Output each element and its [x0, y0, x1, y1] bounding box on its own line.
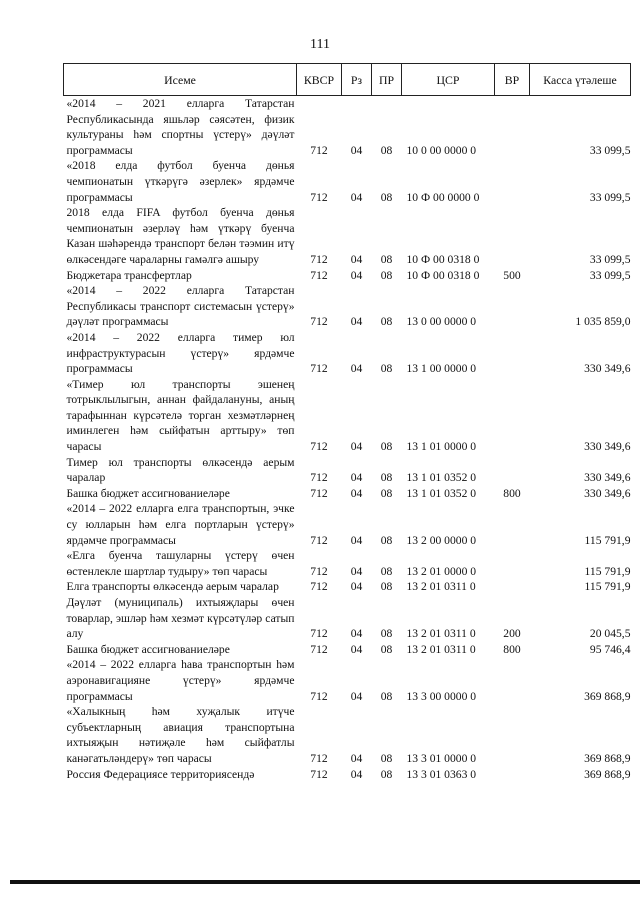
- row-name: Тимер юл транспорты өлкәсендә аерым чаралар: [66, 455, 295, 485]
- row-kassa: 33 099,5: [589, 190, 631, 204]
- row-vr: 800: [503, 642, 521, 656]
- row-kassa: 369 868,9: [584, 767, 631, 781]
- row-name: Елга транспорты өлкәсендә аерым чаралар: [66, 580, 279, 594]
- row-vr: [495, 501, 530, 548]
- row-csr: 13 1 01 0000 0: [406, 440, 477, 454]
- row-kvsr: 712: [310, 190, 328, 204]
- budget-table: [63, 63, 631, 782]
- row-csr: 13 3 01 0363 0: [406, 767, 477, 781]
- row-name: Россия Федерациясе территориясендә: [66, 767, 255, 781]
- row-name: «Халыкның һәм хуҗалык итүче субъектларның авиация транспортына ихтыяҗын нәтиҗәле һәм сыйфатлы канәгатьләндерү» төп чарасы: [66, 705, 295, 765]
- header-vr: ВР: [495, 64, 530, 96]
- row-kassa: 330 349,6: [584, 362, 631, 376]
- row-vr: 200: [503, 627, 521, 641]
- row-rz: 04: [350, 362, 363, 376]
- row-kvsr: 712: [310, 440, 328, 454]
- table-row: [64, 767, 631, 783]
- row-pr: 08: [380, 268, 393, 282]
- row-kassa: 115 791,9: [584, 533, 631, 547]
- table-row: [64, 595, 631, 642]
- row-vr: [495, 548, 530, 579]
- row-kassa: 369 868,9: [584, 689, 631, 703]
- row-rz: 04: [350, 190, 363, 204]
- row-kassa: 33 099,5: [589, 252, 631, 266]
- row-pr: 08: [380, 642, 393, 656]
- page-number: 111: [310, 37, 330, 52]
- header-kassa: Касса үтәлеше: [530, 64, 631, 96]
- row-name: 2018 елда FIFA футбол буенча дөнья чемпионатын әзерләү һәм үткәрү буенча Казан шәһәрендә транспорт белән тәэмин итү өлкәсендәге чараларны гамәлгә ашыру: [66, 206, 295, 266]
- row-kvsr: 712: [310, 362, 328, 376]
- row-vr: [495, 455, 530, 486]
- row-pr: 08: [380, 533, 393, 547]
- row-name: Башка бюджет ассигнованиеләре: [66, 486, 230, 500]
- row-kassa: 115 791,9: [584, 564, 631, 578]
- row-vr: 500: [503, 268, 521, 282]
- row-kassa: 369 868,9: [584, 751, 631, 765]
- row-rz: 04: [350, 689, 363, 703]
- row-rz: 04: [350, 486, 363, 500]
- row-pr: 08: [380, 627, 393, 641]
- row-pr: 08: [380, 362, 393, 376]
- row-csr: 13 2 01 0311 0: [406, 580, 476, 594]
- table-row: [64, 283, 631, 330]
- row-name: Башка бюджет ассигнованиеләре: [66, 642, 230, 656]
- header-rz: Рз: [342, 64, 372, 96]
- row-csr: 13 2 01 0311 0: [406, 642, 476, 656]
- table-row: [64, 579, 631, 595]
- row-pr: 08: [380, 767, 393, 781]
- row-kvsr: 712: [310, 533, 328, 547]
- row-rz: 04: [350, 580, 363, 594]
- row-name: «2014 – 2022 елларга Татарстан Республикасы транспорт системасын үстерү» дәүләт программасы: [66, 284, 295, 329]
- row-kvsr: 712: [310, 564, 328, 578]
- row-vr: [495, 704, 530, 766]
- table-row: [64, 96, 631, 159]
- header-name: Исеме: [64, 64, 297, 96]
- row-kvsr: 712: [310, 627, 328, 641]
- row-kassa: 95 746,4: [589, 642, 631, 656]
- header-csr: ЦСР: [402, 64, 495, 96]
- row-name: «2014 – 2022 елларга тимер юл инфраструктурасын үстерү» ярдәмче программасы: [66, 330, 295, 376]
- row-pr: 08: [380, 143, 393, 157]
- table-row: [64, 704, 631, 766]
- row-vr: [495, 767, 530, 783]
- row-kassa: 1 035 859,0: [575, 315, 631, 329]
- row-vr: [495, 96, 530, 159]
- row-rz: 04: [350, 440, 363, 454]
- row-csr: 13 2 01 0000 0: [406, 564, 477, 578]
- row-vr: [495, 158, 530, 205]
- row-csr: 10 0 00 0000 0: [406, 143, 477, 157]
- row-vr: [495, 377, 530, 455]
- row-rz: 04: [350, 627, 363, 641]
- row-csr: 13 3 01 0000 0: [406, 751, 477, 765]
- row-kvsr: 712: [310, 689, 328, 703]
- row-rz: 04: [350, 642, 363, 656]
- row-vr: [495, 283, 530, 330]
- row-vr: [495, 579, 530, 595]
- row-vr: [495, 657, 530, 704]
- row-kvsr: 712: [310, 486, 328, 500]
- row-kassa: 20 045,5: [589, 627, 631, 641]
- row-vr: 800: [503, 486, 521, 500]
- row-kassa: 33 099,5: [589, 143, 631, 157]
- row-vr: [495, 330, 530, 377]
- row-rz: 04: [350, 315, 363, 329]
- row-rz: 04: [350, 767, 363, 781]
- row-kvsr: 712: [310, 642, 328, 656]
- row-pr: 08: [380, 751, 393, 765]
- row-rz: 04: [350, 533, 363, 547]
- row-kvsr: 712: [310, 143, 328, 157]
- table-header-row: [64, 64, 631, 96]
- row-csr: 13 0 00 0000 0: [406, 315, 477, 329]
- table-row: [64, 642, 631, 658]
- row-name: «Тимер юл транспорты эшенең тотрыклылыгын, аннан файдалануны, аның тарафыннан күрсәтелә торган хезмәтләрнең иминлеген һәм сыйфатын арттыру» төп чарасы: [66, 377, 295, 454]
- table-row: [64, 158, 631, 205]
- table-row: [64, 501, 631, 548]
- row-rz: 04: [350, 268, 363, 282]
- row-pr: 08: [380, 471, 393, 485]
- row-rz: 04: [350, 471, 363, 485]
- table-row: [64, 455, 631, 486]
- row-csr: 13 1 00 0000 0: [406, 362, 477, 376]
- row-kvsr: 712: [310, 751, 328, 765]
- row-kassa: 330 349,6: [584, 471, 631, 485]
- row-kvsr: 712: [310, 767, 328, 781]
- row-csr: 13 2 00 0000 0: [406, 533, 477, 547]
- row-csr: 13 1 01 0352 0: [406, 486, 477, 500]
- row-csr: 13 2 01 0311 0: [406, 627, 476, 641]
- scan-edge-bar: [10, 880, 640, 884]
- row-pr: 08: [380, 689, 393, 703]
- row-name: «2014 – 2021 елларга Татарстан Республикасында яшьләр сәясәтен, физик культураны һәм спортны үстерү» дәүләт программасы: [66, 97, 295, 157]
- row-pr: 08: [380, 564, 393, 578]
- row-csr: 10 Ф 00 0318 0: [406, 252, 480, 266]
- row-vr: [495, 205, 530, 267]
- row-pr: 08: [380, 315, 393, 329]
- row-kvsr: 712: [310, 471, 328, 485]
- row-kassa: 115 791,9: [584, 580, 631, 594]
- row-csr: 10 Ф 00 0000 0: [406, 190, 480, 204]
- row-name: «2014 – 2022 елларга елга транспортын, эчке су юлларын һәм елга портларын үстерү» ярдәмче программасы: [66, 502, 295, 547]
- table-row: [64, 268, 631, 284]
- row-csr: 13 3 00 0000 0: [406, 689, 477, 703]
- row-kassa: 330 349,6: [584, 486, 631, 500]
- table-row: [64, 377, 631, 455]
- table-row: [64, 548, 631, 579]
- row-pr: 08: [380, 486, 393, 500]
- row-csr: 10 Ф 00 0318 0: [406, 268, 480, 282]
- table-row: [64, 486, 631, 502]
- table-row: [64, 657, 631, 704]
- row-kassa: 330 349,6: [584, 440, 631, 454]
- header-kvsr: КВСР: [297, 64, 342, 96]
- row-rz: 04: [350, 751, 363, 765]
- row-rz: 04: [350, 564, 363, 578]
- row-pr: 08: [380, 580, 393, 594]
- row-kvsr: 712: [310, 252, 328, 266]
- row-name: «2018 елда футбол буенча дөнья чемпионатын үткәрүгә әзерлек» ярдәмче программасы: [66, 159, 295, 204]
- row-kassa: 33 099,5: [589, 268, 631, 282]
- row-csr: 13 1 01 0352 0: [406, 471, 477, 485]
- row-kvsr: 712: [310, 315, 328, 329]
- row-rz: 04: [350, 143, 363, 157]
- row-name: «2014 – 2022 елларга һава транспортын һәм аэронавигацияне үстерү» ярдәмче программасы: [66, 658, 295, 703]
- row-name: Дәүләт (муниципаль) ихтыяҗлары өчен товарлар, эшләр һәм хезмәт күрсәтүләр сатып алу: [66, 596, 295, 641]
- row-pr: 08: [380, 252, 393, 266]
- row-kvsr: 712: [310, 268, 328, 282]
- row-rz: 04: [350, 252, 363, 266]
- row-name: Бюджетара трансфертлар: [66, 268, 192, 282]
- row-kvsr: 712: [310, 580, 328, 594]
- row-pr: 08: [380, 190, 393, 204]
- row-pr: 08: [380, 440, 393, 454]
- table-row: [64, 330, 631, 377]
- table-row: [64, 205, 631, 267]
- row-name: «Елга буенча ташуларны үстерү өчен өстенлекле шартлар тудыру» төп чарасы: [66, 549, 295, 578]
- header-pr: ПР: [372, 64, 402, 96]
